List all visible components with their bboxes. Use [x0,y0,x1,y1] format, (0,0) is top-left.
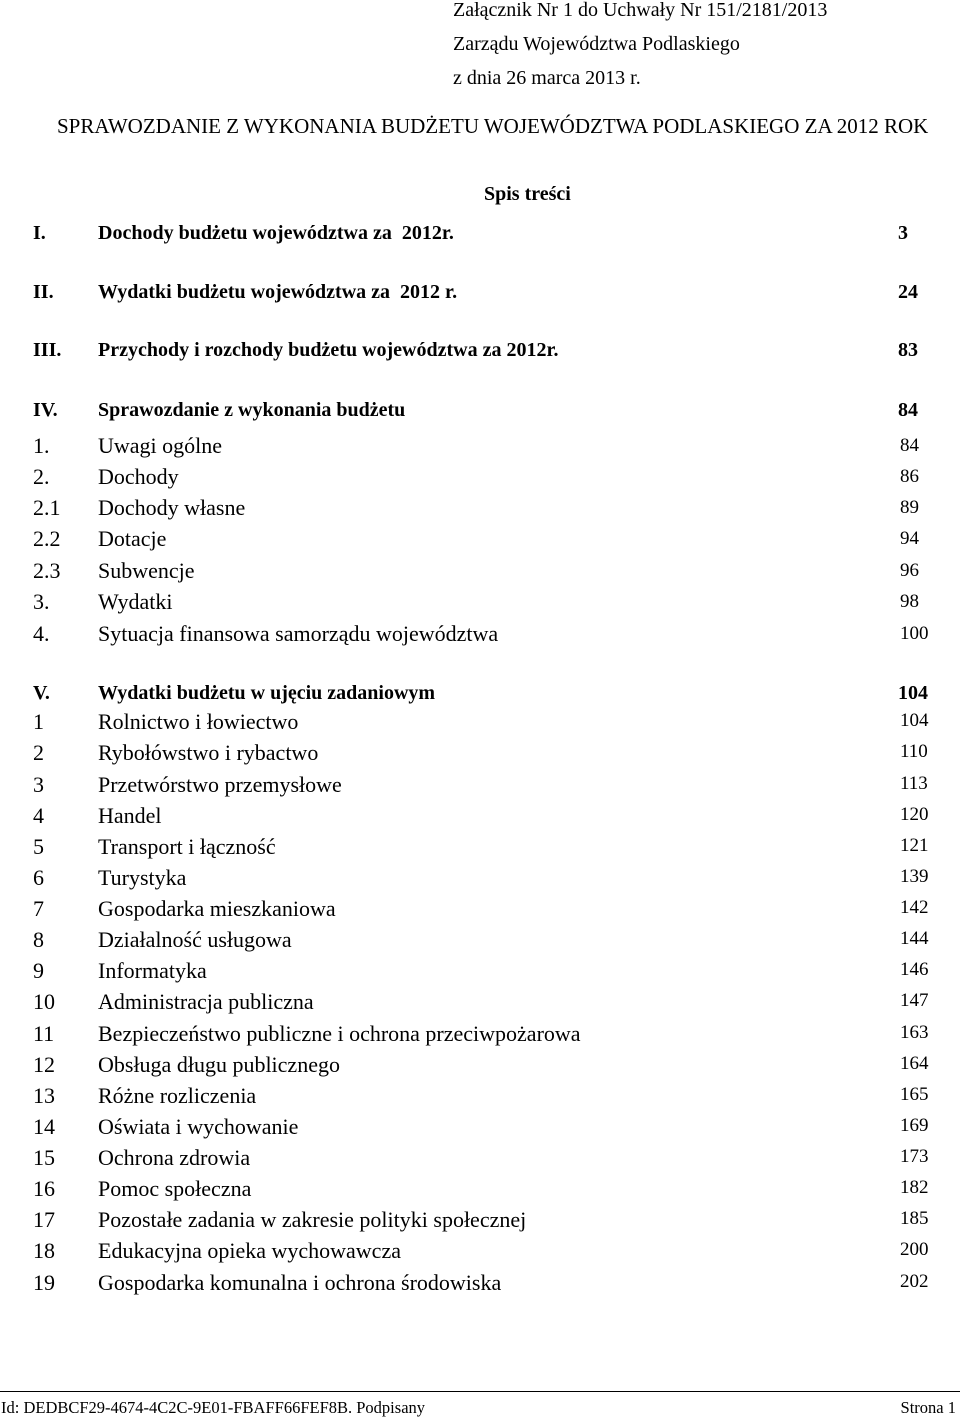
toc-subentry-title: Dotacje [98,526,167,551]
toc-section-number: II. [33,281,54,303]
toc-section-title: Przychody i rozchody budżetu województwa za 2012r. [98,339,559,361]
toc-task-page: 202 [900,1271,929,1292]
toc-subentry-page: 84 [900,435,919,456]
toc-task-title: Ochrona zdrowia [98,1145,251,1170]
board-line: Zarządu Województwa Podlaskiego [453,33,740,55]
toc-task-page: 147 [900,990,929,1011]
toc-heading: Spis treści [484,183,571,205]
toc-task-entry [0,1145,960,1171]
toc-section-iii [0,338,960,362]
toc-task-title: Administracja publiczna [98,989,314,1014]
toc-section-number: IV. [33,399,58,421]
toc-task-page: 142 [900,897,929,918]
toc-task-number: 8 [33,927,44,952]
toc-subentry-page: 98 [900,591,919,612]
toc-section-title: Wydatki budżetu województwa za 2012 r. [98,281,458,303]
toc-subentry [0,433,960,459]
toc-subentry [0,621,960,647]
toc-section-page: 3 [898,222,908,244]
toc-task-title: Edukacyjna opieka wychowawcza [98,1238,401,1263]
toc-task-number: 1 [33,709,44,734]
toc-task-page: 163 [900,1022,929,1043]
footer-divider [0,1391,960,1392]
toc-subentry-number: 4. [33,621,50,646]
toc-task-number: 4 [33,803,44,828]
toc-section-v [0,681,960,705]
toc-section-number: III. [33,339,62,361]
toc-task-number: 11 [33,1021,55,1046]
toc-task-number: 7 [33,896,44,921]
toc-task-title: Działalność usługowa [98,927,292,952]
toc-task-page: 169 [900,1115,929,1136]
toc-section-title: Dochody budżetu województwa za 2012r. [98,222,454,244]
toc-subentry-title: Subwencje [98,558,195,583]
toc-section-title: Sprawozdanie z wykonania budżetu [98,399,406,421]
toc-task-number: 19 [33,1270,55,1295]
toc-task-number: 15 [33,1145,55,1170]
toc-task-title: Gospodarka mieszkaniowa [98,896,336,921]
toc-subentry-title: Uwagi ogólne [98,433,223,458]
toc-section-page: 83 [898,339,918,361]
toc-section-title: Wydatki budżetu w ujęciu zadaniowym [98,682,436,704]
toc-task-number: 18 [33,1238,55,1263]
toc-task-number: 3 [33,772,44,797]
toc-subentry [0,526,960,552]
toc-section-ii [0,280,960,304]
toc-task-title: Bezpieczeństwo publiczne i ochrona przeciwpożarowa [98,1021,581,1046]
toc-subentry-page: 96 [900,560,919,581]
toc-task-page: 144 [900,928,929,949]
toc-task-page: 139 [900,866,929,887]
toc-subentry-number: 2.1 [33,495,61,520]
toc-task-title: Transport i łączność [98,834,276,859]
toc-subentry-title: Dochody własne [98,495,246,520]
toc-subentry [0,558,960,584]
toc-subentry-number: 3. [33,589,50,614]
toc-task-page: 164 [900,1053,929,1074]
toc-section-iv [0,398,960,422]
toc-task-entry [0,740,960,766]
toc-task-number: 6 [33,865,44,890]
toc-subentry-title: Sytuacja finansowa samorządu województwa [98,621,499,646]
toc-task-title: Pozostałe zadania w zakresie polityki społecznej [98,1207,527,1232]
toc-task-entry [0,1114,960,1140]
toc-subentry-page: 86 [900,466,919,487]
page-number-label: Strona 1 [900,1398,956,1417]
toc-task-entry [0,1270,960,1296]
toc-task-title: Gospodarka komunalna i ochrona środowiska [98,1270,502,1295]
toc-task-entry [0,865,960,891]
toc-task-page: 110 [900,741,928,762]
toc-task-entry [0,1021,960,1047]
toc-subentry [0,495,960,521]
toc-task-title: Turystyka [98,865,187,890]
toc-task-page: 165 [900,1084,929,1105]
toc-subentry [0,464,960,490]
toc-subentry-number: 1. [33,433,50,458]
toc-task-page: 146 [900,959,929,980]
toc-task-entry [0,989,960,1015]
toc-section-page: 84 [898,399,918,421]
document-id-signature: Id: DEDBCF29-4674-4C2C-9E01-FBAFF66FEF8B. Podpisany [1,1398,426,1417]
toc-subentry-page: 100 [900,623,929,644]
toc-task-number: 16 [33,1176,55,1201]
toc-section-page: 104 [898,682,928,704]
toc-task-number: 13 [33,1083,55,1108]
date-line: z dnia 26 marca 2013 r. [453,67,641,89]
toc-task-entry [0,1238,960,1264]
toc-task-title: Różne rozliczenia [98,1083,257,1108]
toc-task-title: Informatyka [98,958,207,983]
toc-task-entry [0,1176,960,1202]
toc-task-page: 182 [900,1177,929,1198]
toc-task-entry [0,896,960,922]
toc-task-page: 113 [900,773,928,794]
toc-task-title: Obsługa długu publicznego [98,1052,340,1077]
toc-task-title: Rolnictwo i łowiectwo [98,709,299,734]
attachment-line: Załącznik Nr 1 do Uchwały Nr 151/2181/2013 [453,0,828,21]
toc-task-entry [0,803,960,829]
toc-task-entry [0,834,960,860]
toc-subentry-number: 2. [33,464,50,489]
toc-section-i [0,221,960,245]
toc-task-page: 200 [900,1239,929,1260]
toc-section-number: I. [33,222,46,244]
toc-task-page: 173 [900,1146,929,1167]
toc-subentry-number: 2.3 [33,558,61,583]
toc-task-entry [0,927,960,953]
toc-task-entry [0,1052,960,1078]
toc-task-number: 17 [33,1207,55,1232]
toc-task-title: Oświata i wychowanie [98,1114,299,1139]
toc-task-page: 185 [900,1208,929,1229]
toc-task-page: 104 [900,710,929,731]
toc-task-entry [0,772,960,798]
toc-task-entry [0,1207,960,1233]
toc-task-number: 12 [33,1052,55,1077]
toc-task-page: 121 [900,835,929,856]
toc-task-title: Przetwórstwo przemysłowe [98,772,342,797]
toc-task-number: 10 [33,989,55,1014]
toc-task-number: 5 [33,834,44,859]
toc-task-entry [0,958,960,984]
toc-task-number: 2 [33,740,44,765]
document-title: SPRAWOZDANIE Z WYKONANIA BUDŻETU WOJEWÓDZTWA PODLASKIEGO ZA 2012 ROK [57,114,929,138]
toc-task-number: 14 [33,1114,55,1139]
toc-task-number: 9 [33,958,44,983]
toc-task-title: Rybołówstwo i rybactwo [98,740,319,765]
toc-task-entry [0,709,960,735]
toc-subentry-page: 89 [900,497,919,518]
toc-task-entry [0,1083,960,1109]
toc-subentry-page: 94 [900,528,919,549]
toc-task-title: Handel [98,803,162,828]
toc-task-title: Pomoc społeczna [98,1176,252,1201]
toc-subentry-title: Wydatki [98,589,173,614]
toc-section-number: V. [33,682,50,704]
toc-subentry [0,589,960,615]
toc-subentry-title: Dochody [98,464,179,489]
toc-subentry-number: 2.2 [33,526,61,551]
toc-section-page: 24 [898,281,918,303]
toc-task-page: 120 [900,804,929,825]
